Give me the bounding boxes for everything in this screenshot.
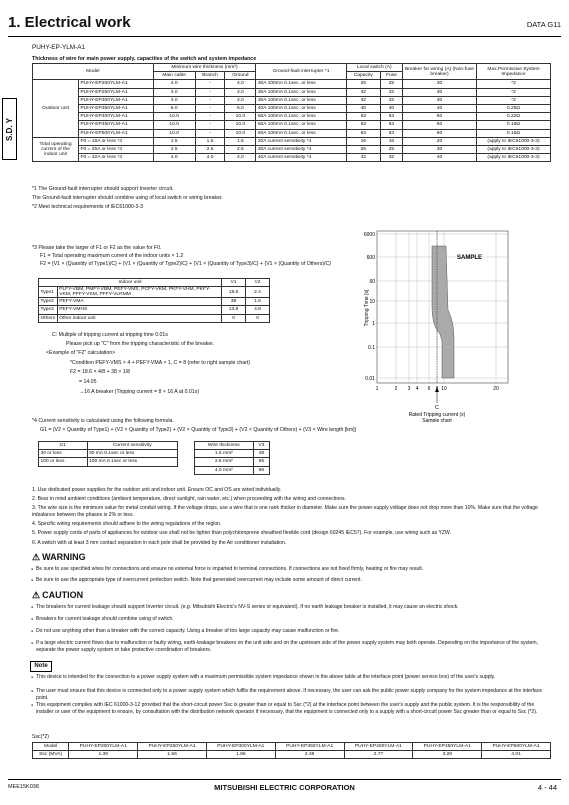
indoor-cell: Type3	[39, 306, 58, 314]
wire-cell: 32	[346, 154, 380, 162]
outdoor-group-label: Outdoor unit	[33, 80, 79, 137]
ssc-model: PUHY-EP500YLM-A1	[482, 743, 551, 751]
note-line: The Ground-fault interrupter should combine using of local switch or wiring breaker.	[32, 195, 223, 201]
indoor-cell: 0	[246, 314, 270, 322]
wire-cell: 0.22Ω	[477, 113, 551, 121]
ssc-value: 2.48	[275, 751, 344, 759]
wire-cell: 6.0	[153, 104, 195, 112]
ssc-h-value: Ssc (MVA)	[33, 751, 69, 759]
g1-table	[38, 441, 178, 467]
wire-cell: F0 = 16A or less *3	[79, 137, 154, 145]
chart-x-tick: 20	[493, 386, 499, 392]
wire-row	[33, 80, 551, 88]
warning-icon: ⚠	[32, 552, 41, 562]
indoor-row	[39, 287, 270, 298]
ssc-model: PUHY-EP350YLM-A1	[275, 743, 344, 751]
indoor-cell: Type2	[39, 298, 58, 306]
chart-x-tick: 4	[415, 386, 419, 392]
v3-cell: 1.5 mm²	[195, 450, 254, 458]
wire-cell: 10.0	[153, 113, 195, 121]
indoor-row	[39, 298, 270, 306]
th-fuse: Fuse	[380, 72, 402, 80]
wire-cell: 10.0	[153, 121, 195, 129]
ssc-model: PUHY-EP300YLM-A1	[206, 743, 275, 751]
wire-cell: 20	[403, 137, 477, 145]
wire-cell: -	[195, 88, 225, 96]
th-v1: V1	[222, 279, 246, 287]
chart-y-tick: 0.1	[368, 345, 375, 351]
ssc-value: 1.56	[138, 751, 207, 759]
warning-heading	[32, 552, 86, 563]
calc-c1: C: Multiple of tripping current at tripping time 0.01s	[52, 332, 168, 338]
wire-cell: 32	[380, 88, 402, 96]
wire-cell: 60	[403, 129, 477, 137]
chart-y-tick: 10	[369, 299, 375, 305]
numbered-note: 5. Power supply cords of parts of appliances for outdoor use shall not be lighter than polychloroprene sheathed flexible cord (design 60245 IEC57). For example, use wiring such as YZW.	[32, 530, 451, 536]
wire-cell: 30	[403, 88, 477, 96]
wire-row	[33, 96, 551, 104]
wire-cell: -	[195, 96, 225, 104]
wire-row-total	[33, 154, 551, 162]
chart-y-tick: 60	[369, 279, 375, 285]
side-tab-label: S.D. Y	[5, 117, 14, 141]
ssc-value: 2.77	[344, 751, 413, 759]
g1-row	[39, 450, 178, 458]
indoor-row	[39, 314, 270, 322]
calc-c6: = 14.05	[79, 379, 97, 385]
wire-cell: 32	[380, 154, 402, 162]
chart-ylabel: Tripping Time [s]	[364, 289, 370, 327]
caution-item: ● If a large electric current flows due to malfunction or faulty wiring, earth-leakage breakers on the unit side and on the upstream side of the power supply system may both operate. Depending on the importance of the system, separate the power supply system or take protective coordination of breakers.	[36, 640, 551, 653]
ssc-label: Ssc(*2)	[32, 734, 50, 740]
v3-row	[195, 450, 270, 458]
wire-cell: PUHY-EP500YLM-A1	[79, 129, 154, 137]
wire-cell: 40	[346, 104, 380, 112]
total-group-label: Total operating current of the indoor unit	[33, 137, 79, 162]
th-branch: Branch	[195, 72, 225, 80]
wire-cell: PUHY-EP450YLM-A1	[79, 121, 154, 129]
indoor-cell: PLFY-VBM, PMFY-VBM, PEFY-VMS, PCFY-VKM, PKFY-VHM, PKFY-VKM, PFFY-VKM, PFFY-VLRMM	[57, 287, 221, 298]
wire-cell: 4.0	[225, 80, 256, 88]
wire-cell: 40A 100mA 0.1sec. or less	[256, 104, 346, 112]
ssc-value: 1.39	[69, 751, 138, 759]
wire-cell: (apply to IEC61000-3-3)	[477, 145, 551, 153]
ssc-value: 3.28	[413, 751, 482, 759]
section-title: Thickness of wire for main power supply, capacities of the switch and system impedance	[32, 56, 257, 62]
th-v3: V3	[253, 442, 269, 450]
wire-cell: 4.0	[153, 154, 195, 162]
chart-x-tick: 6	[427, 386, 431, 392]
chart-y-tick: 1	[372, 321, 375, 327]
caution-item: ● Breakers for current leakage should combine using of switch.	[36, 616, 551, 623]
wire-cell: -	[195, 80, 225, 88]
note-line: *1 The Ground-fault interrupter should support Inverter circuit.	[32, 186, 174, 192]
v3-cell: 56	[253, 458, 269, 466]
caution-item: ● The breakers for current leakage should support Inverter circuit. (e.g. Mitsubishi Electric's NV-S series or equivalent). If no earth leakage breaker is installed, it may cause an electric shock.	[36, 604, 551, 611]
wire-cell: 30A 100mA 0.1sec. or less	[256, 96, 346, 104]
tripping-chart	[362, 226, 522, 422]
wire-cell: -	[195, 113, 225, 121]
wire-cell: PUHY-EP400YLM-A1	[79, 113, 154, 121]
ssc-model: PUHY-EP200YLM-A1	[69, 743, 138, 751]
wire-cell: 16	[380, 137, 402, 145]
indoor-cell: 2.4	[246, 287, 270, 298]
indoor-cell: Type1	[39, 287, 58, 298]
wire-cell: -	[195, 129, 225, 137]
note-heading: Note	[30, 661, 52, 672]
wire-cell: 6.0	[225, 104, 256, 112]
th-capacity: Capacity	[346, 72, 380, 80]
indoor-cell: 13.8	[222, 306, 246, 314]
wire-cell: 40A current sensitivity *4	[256, 154, 346, 162]
v3-row	[195, 466, 270, 474]
calc-c7: →16 A breaker (Tripping current = 8 × 16 A at 0.01s)	[79, 389, 200, 395]
th-v2: V2	[246, 279, 270, 287]
wire-table	[32, 63, 551, 162]
wire-row	[33, 113, 551, 121]
data-label: DATA G11	[526, 20, 561, 29]
footer-company: MITSUBISHI ELECTRIC CORPORATION	[214, 783, 355, 792]
ssc-model: PUHY-EP450YLM-A1	[413, 743, 482, 751]
wire-cell: -	[195, 121, 225, 129]
chart-caption1: Rated Tripping current (x)	[408, 412, 466, 418]
chart-c-label: C	[435, 405, 439, 411]
wire-cell: PUHY-EP200YLM-A1	[79, 80, 154, 88]
wire-cell: 30A 100mA 0.1sec. or less	[256, 88, 346, 96]
th-main: Main cable	[153, 72, 195, 80]
wire-cell: PUHY-EP250YLM-A1	[79, 88, 154, 96]
g1-cell: 100 mA 0.1sec or less	[87, 458, 178, 466]
wire-cell: F0 = 25A or less *3	[79, 145, 154, 153]
wire-cell: 32	[380, 96, 402, 104]
wire-cell: (apply to IEC61000-3-3)	[477, 154, 551, 162]
wire-cell: 30	[403, 80, 477, 88]
wire-cell: 25	[346, 145, 380, 153]
wire-cell: 60A 100mA 0.1sec. or less	[256, 129, 346, 137]
wire-cell: 63	[346, 129, 380, 137]
wire-cell: PUHY-EP350YLM-A1	[79, 104, 154, 112]
wire-cell: 1.5	[225, 137, 256, 145]
th-indoor: Indoor unit	[39, 279, 222, 287]
model-series: PUHY-EP-YLM-A1	[32, 44, 86, 51]
footer-page-number: 4 - 44	[537, 783, 557, 792]
v3-row	[195, 458, 270, 466]
caution-icon: ⚠	[32, 590, 41, 600]
wire-cell: 60A 100mA 0.1sec. or less	[256, 121, 346, 129]
wire-cell: 20A current sensitivity *4	[256, 137, 346, 145]
wire-cell: 10.0	[153, 129, 195, 137]
wire-row	[33, 129, 551, 137]
caution-heading	[32, 590, 83, 601]
chart-sample-label: SAMPLE	[457, 255, 483, 261]
wire-cell: 10.0	[225, 121, 256, 129]
chart-x-tick: 10	[441, 386, 447, 392]
g1-cell: 30 mA 0.1sec or less	[87, 450, 178, 458]
note3-line2: F1 = Total operating maximum current of the indoor units × 1.2	[40, 253, 184, 259]
caution-title: CAUTION	[42, 590, 84, 600]
warning-item: ● Be sure to use specified wires for connections and ensure no external force is imparted to terminal connections. If connections are not fixed firmly, heating or fire may result.	[36, 566, 551, 573]
note-line: *2 Meet technical requirements of IEC61000-3-3	[32, 204, 144, 210]
indoor-cell: PEFY-VMA	[57, 298, 221, 306]
indoor-row	[39, 306, 270, 314]
th-ground: Ground	[225, 72, 256, 80]
warning-item: ● Be sure to use the appropriate type of overcurrent protection switch. Note that generated overcurrent may include some amount of direct current.	[36, 577, 551, 584]
numbered-note: 4. Specific wiring requirements should adhere to the wiring regulations of the region.	[32, 521, 222, 527]
v3-table	[194, 441, 270, 475]
note-item: ● This equipment complies with IEC 61000-3-12 provided that the short-circuit power Ssc is greater than or equal to Ssc (*2) at the interface point between the user's supply and the public system. It is the responsibility of the installer or user of the equipment to ensure, by consultation with the distribution network operator if necessary, that the equipment is connected only to a supply with a short-circuit power Ssc greater than or equal to Ssc (*2).	[36, 702, 551, 715]
v3-cell: 4.0 mm²	[195, 466, 254, 474]
wire-cell: 63	[346, 113, 380, 121]
wire-cell: 32	[346, 88, 380, 96]
chart-y-tick: 6000	[363, 232, 375, 238]
wire-cell: 4.0	[195, 154, 225, 162]
warning-title: WARNING	[42, 552, 86, 562]
g1-row	[39, 458, 178, 466]
ssc-value: 4.01	[482, 751, 551, 759]
wire-cell: PUHY-EP300YLM-A1	[79, 96, 154, 104]
wire-cell: 4.0	[225, 96, 256, 104]
indoor-table	[38, 278, 270, 323]
wire-cell: 30A current sensitivity *4	[256, 145, 346, 153]
indoor-cell: 1.6	[246, 298, 270, 306]
wire-cell: 60	[403, 121, 477, 129]
ssc-table	[32, 742, 551, 759]
wire-cell: 30	[403, 96, 477, 104]
wire-cell: 10.0	[225, 129, 256, 137]
wire-cell: 32	[346, 96, 380, 104]
ssc-model: PUHY-EP400YLM-A1	[344, 743, 413, 751]
wire-cell: 1.5	[195, 137, 225, 145]
wire-cell: 40	[403, 154, 477, 162]
wire-cell: 2.5	[195, 145, 225, 153]
th-model: Model	[33, 64, 154, 80]
indoor-cell: 4.8	[246, 306, 270, 314]
numbered-note: 3. The wire size is the minimum value for metal conduit wiring. If the voltage drops, use a wire that is one rank thicker in diameter. Make sure the power-supply voltage does not drop more than 10%. Make sure that the voltage imbalance between the phases is 2% or less.	[32, 505, 538, 518]
calc-c4: *Condition PEFY-VMS × 4 + PEFY-VMA × 1, C = 8 (refer to right sample chart)	[70, 360, 251, 366]
chart-x-tick: 2	[394, 386, 398, 392]
wire-cell: 4.0	[225, 154, 256, 162]
wire-cell: 63	[346, 121, 380, 129]
wire-cell: -	[195, 104, 225, 112]
chart-y-tick: 600	[366, 255, 375, 261]
page-title: 1. Electrical work	[8, 14, 131, 31]
v3-cell: 66	[253, 466, 269, 474]
wire-cell: 63	[380, 129, 402, 137]
wire-cell: 25	[380, 80, 402, 88]
chart-x-tick: 1	[375, 386, 379, 392]
chart-y-tick: 0.01	[365, 376, 375, 382]
wire-row	[33, 88, 551, 96]
th-breaker: Breaker for wiring (A) (Non-fuse breaker)	[403, 64, 477, 80]
wire-cell: 63	[380, 113, 402, 121]
ssc-model: PUHY-EP250YLM-A1	[138, 743, 207, 751]
side-tab	[2, 98, 17, 160]
wire-cell: 60A 100mA 0.1sec. or less	[256, 113, 346, 121]
wire-cell: 63	[380, 121, 402, 129]
footer-doc-id: MEE15K038	[8, 784, 39, 790]
note4-line2: G1 = (V2 × Quantity of Type1) + (V2 × Quantity of Type2) + (V2 × Quantity of Type3) + (V2 × Quantity of Others) + (V3 × Wire length [km])	[40, 427, 357, 433]
calc-c2: Please pick up "C" from the tripping characteristic of the breaker.	[66, 341, 215, 347]
calc-c3: <Example of "F2" calculation>	[46, 350, 116, 356]
v3-cell: 2.5 mm²	[195, 458, 254, 466]
wire-cell: 2.5	[225, 145, 256, 153]
indoor-cell: 38	[222, 298, 246, 306]
page-header	[8, 14, 561, 37]
wire-cell: 4.0	[153, 88, 195, 96]
indoor-cell: 18.6	[222, 287, 246, 298]
th-current-sensitivity: Current sensitivity	[87, 442, 178, 450]
note-item: ● This device is intended for the connection to a power supply system with a maximum permissible system impedance shown in the above table at the interface point (power service box) of the user's supply.	[36, 674, 551, 681]
wire-cell: 60	[403, 113, 477, 121]
note3-line1: *3 Please take the larger of F1 or F2 as the value for F0.	[32, 245, 162, 251]
th-local: Local switch (A)	[346, 64, 402, 72]
wire-cell: 25	[346, 80, 380, 88]
v3-cell: 48	[253, 450, 269, 458]
wire-cell: 40	[403, 104, 477, 112]
wire-cell: 0.15Ω	[477, 129, 551, 137]
note3-line3: F2 = {V1 × (Quantity of Type1)/C} + {V1 × (Quantity of Type2)/C} + {V1 × (Quantity of Type3)/C} + {V1 × (Quantity of Others)/C}	[40, 261, 331, 267]
th-gfi: Ground-fault interrupter *1	[256, 64, 346, 80]
th-wire: Minimum wire thickness (mm²)	[153, 64, 256, 72]
wire-cell: *2	[477, 88, 551, 96]
wire-cell: (apply to IEC61000-3-3)	[477, 137, 551, 145]
wire-cell: 4.0	[225, 88, 256, 96]
footer-rule	[8, 779, 561, 780]
ssc-h-model: Model	[33, 743, 69, 751]
wire-cell: 30A 100mA 0.1sec. or less	[256, 80, 346, 88]
ssc-value: 1.86	[206, 751, 275, 759]
wire-cell: 0.19Ω	[477, 121, 551, 129]
numbered-note: 2. Bear in mind ambient conditions (ambient temperature, direct sunlight, rain water, etc.) when proceeding with the wiring and connections.	[32, 496, 346, 502]
numbered-note: 6. A switch with at least 3 mm contact separation in each pole shall be provided by the Air conditioner installation.	[32, 540, 287, 546]
wire-cell: 40	[380, 104, 402, 112]
wire-row-total	[33, 145, 551, 153]
wire-row	[33, 121, 551, 129]
wire-cell: 4.0	[153, 96, 195, 104]
chart-x-tick: 3	[407, 386, 411, 392]
numbered-note: 1. Use dedicated power supplies for the outdoor unit and indoor unit. Ensure OC and OS are wired individually.	[32, 487, 282, 493]
wire-cell: *2	[477, 96, 551, 104]
wire-cell: 25	[380, 145, 402, 153]
note-item: ● The user must ensure that this device is connected only to a power supply system which fulfils the requirement above. If necessary, the user can ask the public power supply company for the system impedance at the interface point.	[36, 688, 551, 701]
calc-c5: F2 = 18.6 × 4/8 + 38 × 1/8	[70, 369, 130, 375]
indoor-cell: Other indoor unit	[57, 314, 221, 322]
indoor-cell: 0	[222, 314, 246, 322]
indoor-cell: PEFY-VMHS	[57, 306, 221, 314]
wire-cell: 30	[403, 145, 477, 153]
g1-cell: 100 or less	[39, 458, 88, 466]
th-g1: G1	[39, 442, 88, 450]
indoor-cell: Others	[40, 315, 56, 321]
wire-cell: 1.5	[153, 137, 195, 145]
wire-row-total	[33, 137, 551, 145]
note4-line1: *4 Current sensitivity is calculated using the following formula.	[32, 418, 174, 424]
caution-item: ● Do not use anything other than a breaker with the correct capacity. Using a breaker of too large capacity may cause malfunction or fire.	[36, 628, 551, 635]
wire-cell: 2.5	[153, 145, 195, 153]
th-impedance: Max.Permissive System Impedance	[477, 64, 551, 80]
th-wire-thickness: Wire thickness	[195, 442, 254, 450]
wire-cell: F0 = 32A or less *3	[79, 154, 154, 162]
wire-cell: 4.0	[153, 80, 195, 88]
wire-cell: *2	[477, 80, 551, 88]
wire-cell: 16	[346, 137, 380, 145]
wire-cell: 10.0	[225, 113, 256, 121]
wire-cell: 0.25Ω	[477, 104, 551, 112]
wire-row	[33, 104, 551, 112]
g1-cell: 30 or less	[39, 450, 88, 458]
chart-caption2: Sample chart	[422, 418, 452, 422]
